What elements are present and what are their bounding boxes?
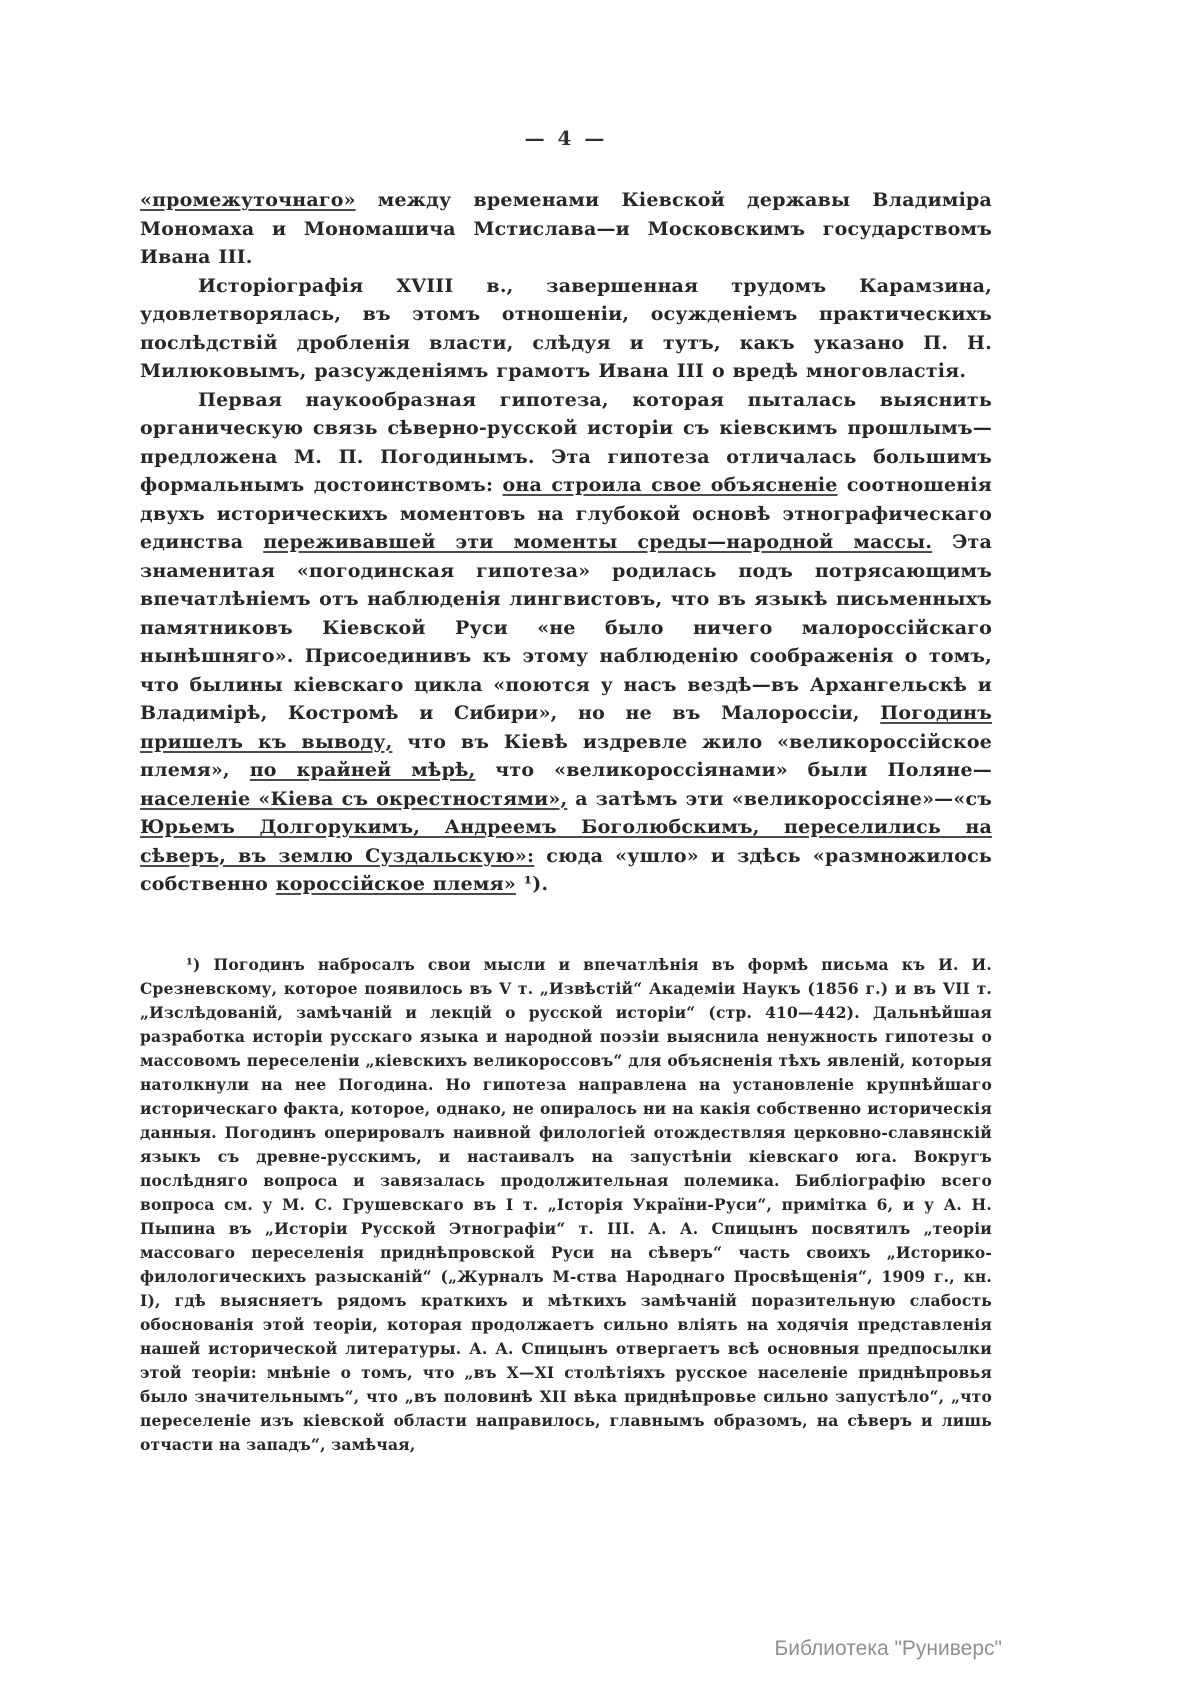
underlined-text: переживавшей эти моменты среды—народной массы. (263, 531, 933, 553)
text-segment: соотношенія двухъ историческихъ моментовъ на глубокой основѣ этнографическаго единства (140, 474, 993, 553)
text-segment: Эта знаменитая «погодинская гипотеза» родилась подъ потрясающимъ впечатлѣніемъ отъ наблюденія лингвистовъ, что въ языкѣ письменныхъ памятниковъ Кіевской Руси «не было ничего малороссійскаго нынѣшняго». Присоединивъ къ этому наблюденію соображенія о томъ, что былины кіевскаго цикла «поются у насъ вездѣ—въ Архангельскѣ и Владимірѣ, Костромѣ и Сибири», но не въ Малороссіи, (140, 531, 992, 724)
paragraph (140, 953, 992, 1457)
text-segment: что «великороссіянами» были Поляне— (475, 759, 992, 781)
underlined-text: по крайней мѣрѣ, (249, 759, 476, 781)
underlined-text: Погодинъ пришелъ къ выводу, (140, 702, 992, 753)
page-content (140, 126, 992, 1457)
footnote (140, 953, 992, 1457)
text-segment: сюда «ушло» и здѣсь «размножилось собственно (140, 844, 993, 895)
text-segment: а затѣмъ эти «великороссіяне»—«съ (567, 787, 992, 810)
text-segment: что въ Кіевѣ издревле жило «великороссійское племя», (140, 730, 993, 781)
underlined-text: короссійское племя» (275, 873, 516, 895)
text-segment: ¹) Погодинъ набросалъ свои мысли и впечатлѣнія въ формѣ письма къ И. И. Срезневскому, которое появилось въ V т. „Извѣстій“ Академіи Наукъ (1856 г.) и въ VII т. „Изслѣдованій, замѣчаній и лекцій о русской исторіи“ (стр. 410—442). Дальнѣйшая разработка исторіи русскаго языка и народной поэзіи выяснила ненужность гипотезы о массовомъ переселеніи „кіевскихъ великороссовъ“ для объясненія тѣхъ явленій, которыя натолкнули на нее Погодина. Но гипотеза направлена на установленіе крупнѣйшаго историческаго факта, которое, однако, не опиралось ни на какія собственно историческія данныя. Погодинъ оперировалъ наивной филологіей отождествляя церковно-славянскій языкъ съ древне-русскимъ, и настаивалъ на запустѣніи кіевскаго юга. Вокругъ послѣдняго вопроса и завязалась продолжительная полемика. Библіографію всего вопроса см. у М. С. Грушевскаго въ I т. „Історія України-Руси“, примітка 6, и у А. Н. Пыпина въ „Исторіи Русской Этнографіи“ т. III. А. А. Спицынъ посвятилъ „теоріи массоваго переселенія приднѣпровской Руси на сѣверъ“ часть своихъ „Историко-филологическихъ разысканій“ („Журналъ М-ства Народнаго Просвѣщенія“, 1909 г., кн. I), гдѣ выясняетъ рядомъ краткихъ и мѣткихъ замѣчаній поразительную слабость обоснованія этой теоріи, которая продолжаетъ сильно вліять на ходячія представленія нашей исторической литературы. А. А. Спицынъ отвергаетъ всѣ основныя предпосылки этой теоріи: мнѣніе о томъ, что „въ X—XI столѣтіяхъ русское населеніе приднѣпровья было значительнымъ“, что „въ половинѣ XII вѣка приднѣпровье сильно запустѣло“, „что переселеніе изъ кіевской области направилось, главнымъ образомъ, на сѣверъ и лишь отчасти на западъ“, замѣчая, (140, 954, 992, 1454)
page-number: — 4 — (524, 126, 608, 150)
underlined-text: «промежуточнаго» (140, 189, 356, 211)
paragraph (140, 186, 992, 272)
underlined-text: Юрьемъ Долгорукимъ, Андреемъ Боголюбскимъ, переселились на сѣверъ, въ землю Суздальскую»: (140, 816, 992, 867)
paragraph (140, 272, 992, 386)
text-segment: ¹). (515, 873, 549, 895)
text-segment: Исторіографія XVIII в., завершенная трудомъ Карамзина, удовлетворялась, въ этомъ отношеніи, осужденіемъ практическихъ послѣдствій дробленія власти, слѣдуя и тутъ, какъ указано П. Н. Милюковымъ, разсужденіямъ грамотъ Ивана III о вредѣ многовластія. (140, 274, 992, 382)
main-text (140, 186, 992, 899)
underlined-text: она строила свое объясненіе (502, 474, 838, 496)
underlined-text: населеніе «Кіева съ окрестностями», (140, 787, 568, 810)
text-segment: Первая наукообразная гипотеза, которая пыталась выяснить органическую связь сѣверно-русской исторіи съ кіевскимъ прошлымъ—предложена М. П. Погодинымъ. Эта гипотеза отличалась большимъ формальнымъ достоинствомъ: (140, 388, 992, 496)
text-segment: между временами Кіевской державы Владиміра Мономаха и Мономашича Мстислава—и Московскимъ государствомъ Ивана III. (140, 189, 992, 268)
watermark: Библиотека "Руниверс" (774, 1637, 1002, 1660)
paragraph (140, 386, 992, 899)
